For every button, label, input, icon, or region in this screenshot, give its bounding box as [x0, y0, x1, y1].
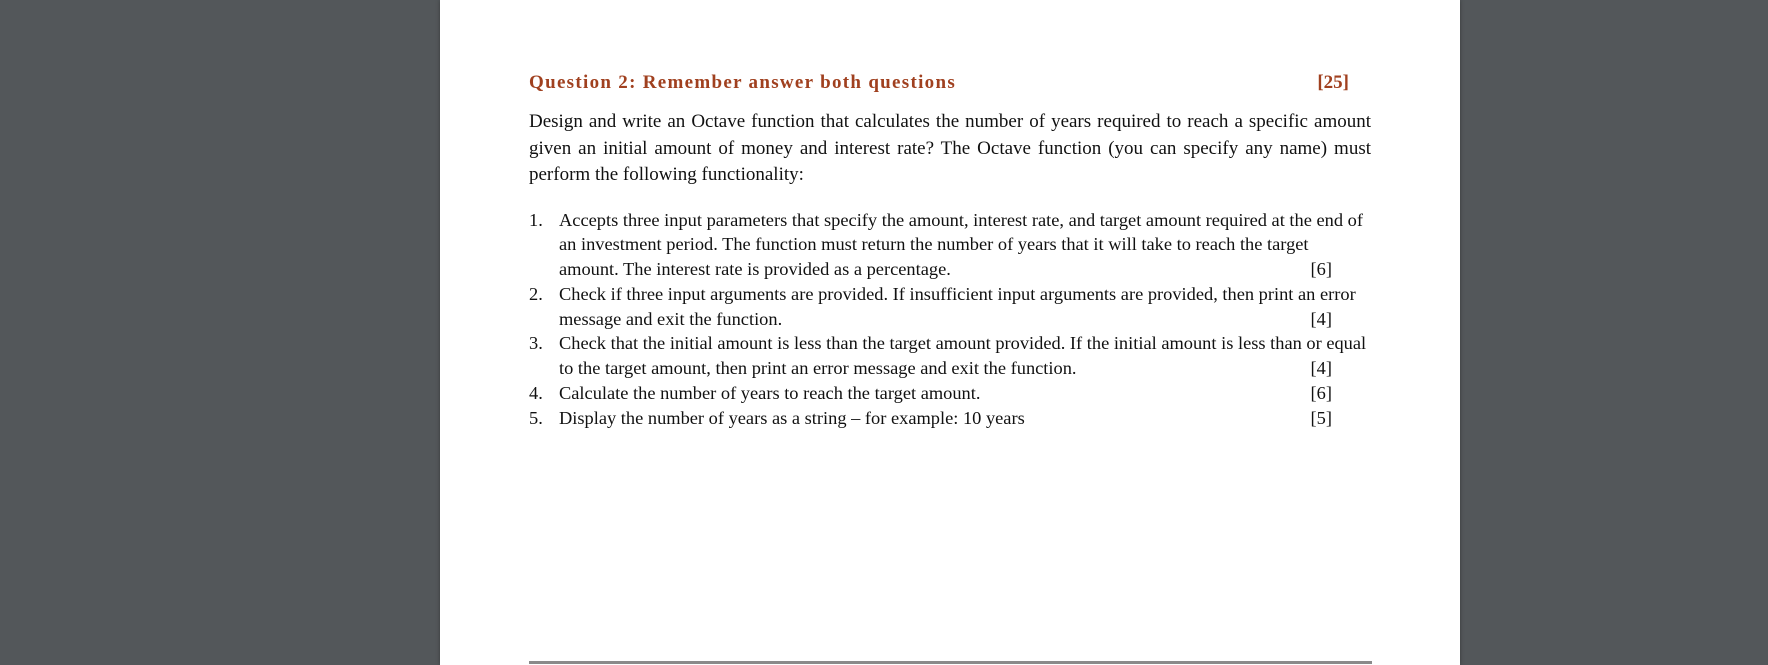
list-item	[529, 406, 1371, 431]
item-marks: [4]	[1310, 358, 1332, 379]
list-item	[529, 331, 1371, 381]
item-text: Check that the initial amount is less than the target amount provided. If the initial amount is less than or equal to the target amount, then print an error message and exit the function.	[559, 333, 1367, 379]
document-page	[440, 0, 1460, 665]
item-marks: [6]	[1310, 259, 1332, 280]
item-text: Calculate the number of years to reach the target amount.	[559, 383, 981, 404]
item-number: 4.	[529, 383, 543, 404]
page-footer-rule	[529, 661, 1372, 664]
item-number: 2.	[529, 283, 543, 304]
requirements-list	[529, 208, 1371, 431]
question-heading-row	[529, 70, 1371, 98]
item-marks: [5]	[1310, 407, 1332, 428]
list-item	[529, 282, 1371, 332]
item-marks: [4]	[1310, 308, 1332, 329]
item-number: 1.	[529, 209, 543, 230]
item-number: 5.	[529, 407, 543, 428]
question-heading: Question 2: Remember answer both questions	[529, 72, 957, 93]
list-item	[529, 208, 1371, 282]
item-text: Accepts three input parameters that specify the amount, interest rate, and target amount required at the end of an investment period. The function must return the number of years that it will take to reach the target amount. The interest rate is provided as a percentage.	[559, 209, 1363, 280]
item-text: Check if three input arguments are provided. If insufficient input arguments are provided, then print an error message and exit the function.	[559, 283, 1356, 329]
item-number: 3.	[529, 333, 543, 354]
question-total-marks: [25]	[1317, 72, 1349, 93]
item-marks: [6]	[1310, 383, 1332, 404]
item-text: Display the number of years as a string – for example: 10 years	[559, 407, 1025, 428]
question-intro: Design and write an Octave function that calculates the number of years required to reach a specific amount given an initial amount of money and interest rate? The Octave function (you can specify any name) must perform the following functionality:	[529, 111, 1371, 185]
question-content	[529, 70, 1371, 431]
list-item	[529, 381, 1371, 406]
